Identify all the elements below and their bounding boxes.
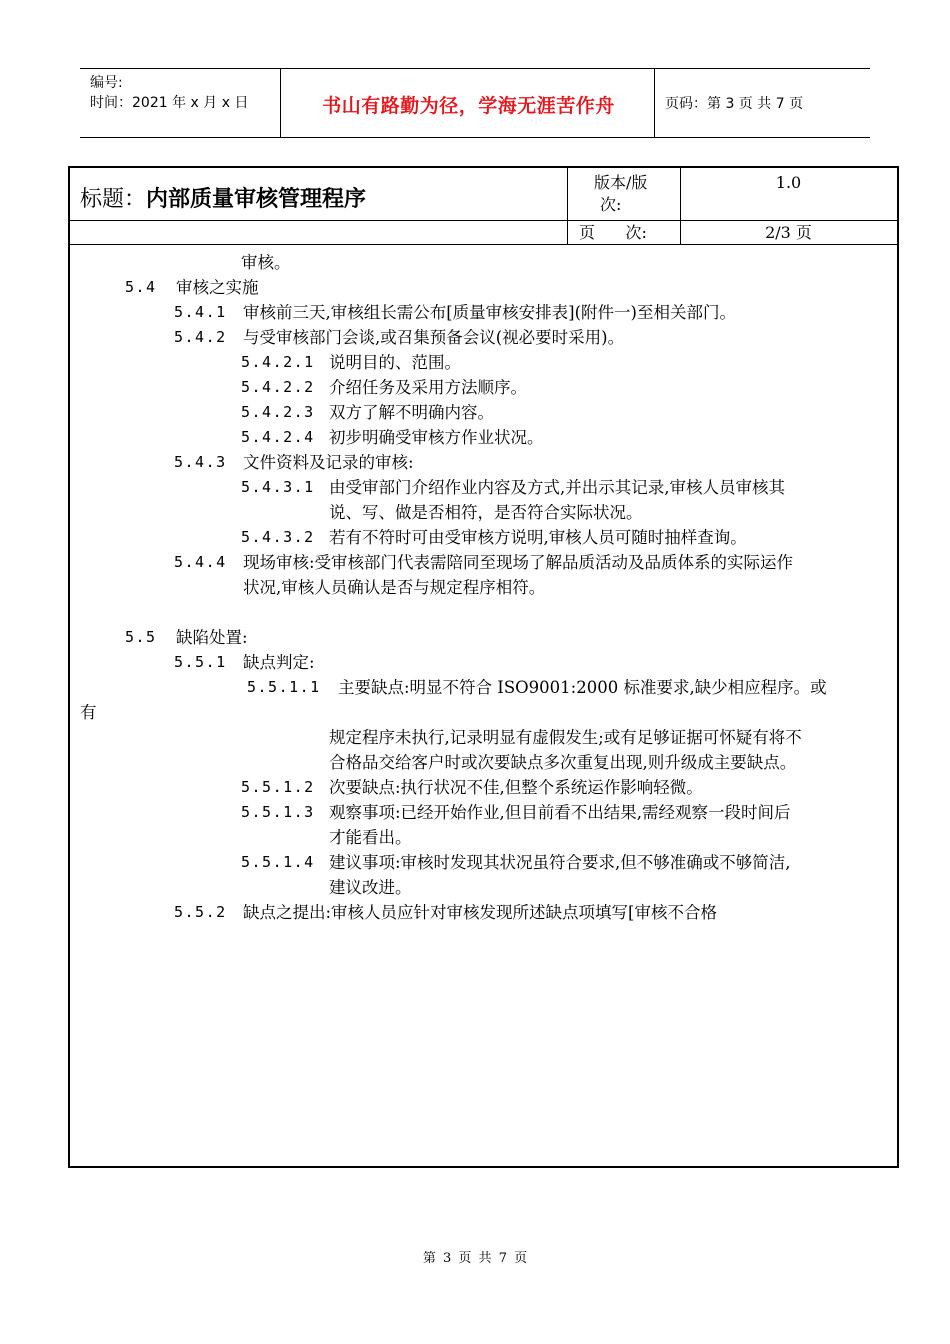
section-text: 缺点判定: xyxy=(243,653,315,672)
title-label: 标题： xyxy=(80,187,147,212)
page-label: 页 次: xyxy=(579,223,647,242)
section-text: 审核前三天,审核组长需公布[质量审核安排表](附件一)至相关部门。 xyxy=(243,303,736,322)
content-line xyxy=(70,325,897,350)
content-line xyxy=(70,750,897,775)
content-line xyxy=(70,400,897,425)
doc-number-label: 编号: xyxy=(90,75,123,91)
section-text: 审核之实施 xyxy=(176,278,259,297)
document-body xyxy=(70,250,897,925)
content-line xyxy=(70,575,897,600)
section-text: 建议改进。 xyxy=(329,878,412,897)
section-number: 5.4.3.2 xyxy=(241,528,315,546)
page-value: 2/3 页 xyxy=(765,223,812,242)
section-number: 5.5 xyxy=(125,628,157,646)
header-left xyxy=(90,73,248,113)
content-line xyxy=(70,375,897,400)
header-divider xyxy=(654,69,655,137)
section-text: 状况,审核人员确认是否与规定程序相符。 xyxy=(243,578,546,597)
section-text: 有 xyxy=(80,703,97,722)
section-text: 缺点之提出:审核人员应针对审核发现所述缺点项填写[审核不合格 xyxy=(243,903,717,922)
content-line xyxy=(70,350,897,375)
motto: 书山有路勤为径，学海无涯苦作舟 xyxy=(322,95,615,117)
content-line xyxy=(70,725,897,750)
section-number: 5.4.2.3 xyxy=(241,403,315,421)
content-line xyxy=(70,875,897,900)
section-text: 与受审核部门会谈,或召集预备会议(视必要时采用)。 xyxy=(243,328,625,347)
content-line xyxy=(70,850,897,875)
content-line xyxy=(70,425,897,450)
content-line xyxy=(70,475,897,500)
content-line xyxy=(70,775,897,800)
content-line xyxy=(70,800,897,825)
content-line xyxy=(70,250,897,275)
title-value: 内部质量审核管理程序 xyxy=(146,187,367,212)
section-number: 5.5.1 xyxy=(174,653,227,671)
section-number: 5.5.2 xyxy=(174,903,227,921)
version-label xyxy=(594,172,647,216)
section-text: 若有不符时可由受审核方说明,审核人员可随时抽样查询。 xyxy=(329,528,747,547)
page-footer: 第 3 页 共 7 页 xyxy=(422,1251,528,1266)
section-text: 才能看出。 xyxy=(329,828,412,847)
document-frame xyxy=(68,166,899,1168)
title-table-bottom xyxy=(70,244,897,245)
section-number: 5.5.1.4 xyxy=(241,853,315,871)
version-label-line1: 版本/版 xyxy=(594,173,648,192)
section-number: 5.4.2.4 xyxy=(241,428,315,446)
content-line xyxy=(70,300,897,325)
section-text: 双方了解不明确内容。 xyxy=(329,403,494,422)
version-label-line2: 次: xyxy=(600,195,622,214)
header-divider xyxy=(280,69,281,137)
content-line xyxy=(70,650,897,675)
content-line xyxy=(70,275,897,300)
content-line xyxy=(70,900,897,925)
section-text: 合格品交给客户时或次要缺点多次重复出现,则升级成主要缺点。 xyxy=(329,753,797,772)
doc-title xyxy=(80,182,366,213)
section-text: 缺陷处置: xyxy=(176,628,248,647)
content-line xyxy=(70,550,897,575)
section-number: 5.4.3.1 xyxy=(241,478,315,496)
section-number: 5.4.3 xyxy=(174,453,227,471)
title-col-divider xyxy=(567,168,568,245)
content-line xyxy=(70,675,897,700)
section-text: 观察事项:已经开始作业,但目前看不出结果,需经观察一段时间后 xyxy=(329,803,791,822)
content-line xyxy=(70,825,897,850)
section-text: 说、写、做是否相符，是否符合实际状况。 xyxy=(329,503,643,522)
section-text: 文件资料及记录的审核: xyxy=(243,453,414,472)
page-header xyxy=(80,68,870,138)
section-number: 5.4.2 xyxy=(174,328,227,346)
section-text: 由受审部门介绍作业内容及方式,并出示其记录,审核人员审核其 xyxy=(329,478,785,497)
section-number: 5.4.2.2 xyxy=(241,378,315,396)
section-text: 次要缺点:执行状况不佳,但整个系统运作影响轻微。 xyxy=(329,778,703,797)
section-number: 5.4 xyxy=(125,278,157,296)
section-text: 初步明确受审核方作业状况。 xyxy=(329,428,544,447)
section-text: 主要缺点:明显不符合 ISO9001:2000 标准要求,缺少相应程序。或 xyxy=(338,678,827,697)
section-number: 5.5.1.3 xyxy=(241,803,315,821)
version-value: 1.0 xyxy=(775,173,802,192)
meta-divider xyxy=(567,220,897,221)
section-text: 建议事项:审核时发现其状况虽符合要求,但不够准确或不够简洁, xyxy=(329,853,791,872)
content-line xyxy=(70,625,897,650)
content-line xyxy=(70,600,897,625)
section-number: 5.5.1.2 xyxy=(241,778,315,796)
section-text: 规定程序未执行,记录明显有虚假发生;或有足够证据可怀疑有将不 xyxy=(329,728,802,747)
section-text: 现场审核:受审核部门代表需陪同至现场了解品质活动及品质体系的实际运作 xyxy=(243,553,794,572)
section-number: 5.4.1 xyxy=(174,303,227,321)
section-number: 5.4.2.1 xyxy=(241,353,315,371)
section-text: 说明目的、范围。 xyxy=(329,353,461,372)
section-number: 5.5.1.1 xyxy=(247,678,321,696)
content-line xyxy=(70,700,897,725)
content-line xyxy=(70,500,897,525)
content-line xyxy=(70,450,897,475)
header-page-info: 页码：第 3 页 共 7 页 xyxy=(665,96,804,112)
section-text: 审核。 xyxy=(241,253,291,272)
section-text: 介绍任务及采用方法顺序。 xyxy=(329,378,527,397)
section-number: 5.4.4 xyxy=(174,553,227,571)
content-line xyxy=(70,525,897,550)
time-label: 时间：2021 年 x 月 x 日 xyxy=(90,95,249,111)
